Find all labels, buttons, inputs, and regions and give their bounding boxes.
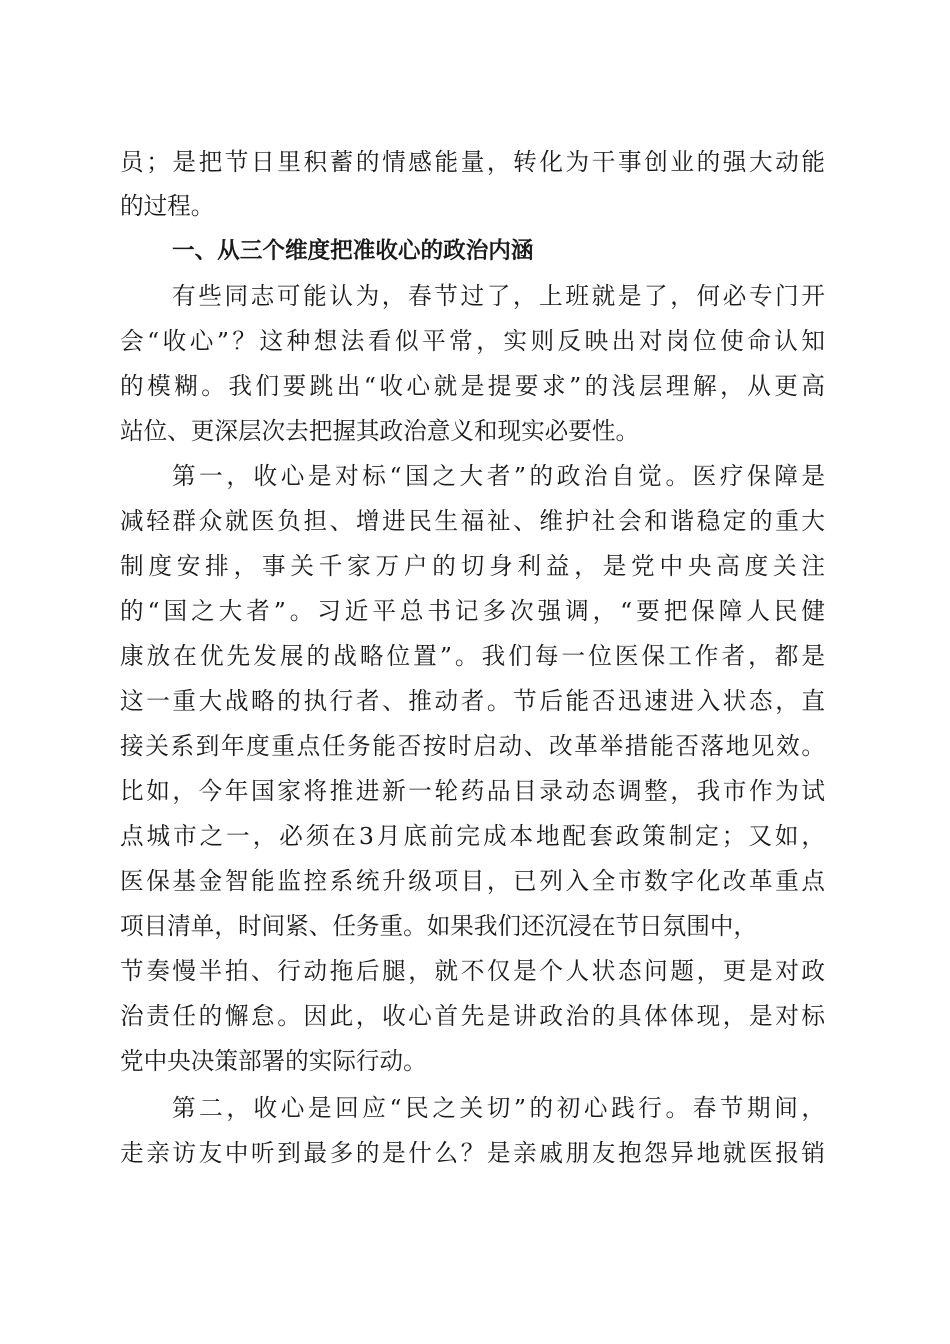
text-line: 第二，收心是回应“民之关切”的初心践行。春节期间，: [172, 1094, 825, 1122]
text-line: 党中央决策部署的实际行动。: [120, 1047, 427, 1075]
text-line: 康放在优先发展的战略位置”。我们每一位医保工作者，都是: [120, 642, 825, 670]
text-line: 医保基金智能监控系统升级项目，已列入全市数字化改革重点: [120, 867, 825, 895]
text-line: 点城市之一，必须在3月底前完成本地配套政策制定；又如，: [120, 822, 825, 850]
text-line: 节奏慢半拍、行动拖后腿，就不仅是个人状态问题，更是对政: [120, 957, 825, 985]
text-line: 的模糊。我们要跳出“收心就是提要求”的浅层理解，从更高: [120, 372, 825, 400]
text-line: 员；是把节日里积蓄的情感能量，转化为干事创业的强大动能: [120, 148, 825, 176]
text-line: 会“收心”？这种想法看似平常，实则反映出对岗位使命认知: [120, 327, 825, 355]
text-line: 的“国之大者”。习近平总书记多次强调，“要把保障人民健: [120, 597, 825, 625]
text-line: 治责任的懈怠。因此，收心首先是讲政治的具体体现，是对标: [120, 1002, 825, 1030]
text-line: 接关系到年度重点任务能否按时启动、改革举措能否落地见效。: [120, 732, 825, 760]
text-line: 的过程。: [120, 192, 215, 220]
text-line: 减轻群众就医负担、增进民生福祉、维护社会和谐稳定的重大: [120, 507, 825, 535]
text-line: 站位、更深层次去把握其政治意义和现实必要性。: [120, 417, 640, 445]
text-line: 项目清单，时间紧、任务重。如果我们还沉浸在节日氛围中，: [120, 912, 758, 940]
text-line: 制度安排，事关千家万户的切身利益，是党中央高度关注: [120, 552, 825, 580]
text-line: 走亲访友中听到最多的是什么？是亲戚朋友抱怨异地就医报销: [120, 1139, 825, 1167]
text-line: 第一，收心是对标“国之大者”的政治自觉。医疗保障是: [172, 462, 825, 490]
text-line: 这一重大战略的执行者、推动者。节后能否迅速进入状态，直: [120, 687, 825, 715]
text-line: 比如，今年国家将推进新一轮药品目录动态调整，我市作为试: [120, 777, 825, 805]
section-heading: 一、从三个维度把准收心的政治内涵: [172, 238, 534, 264]
text-line: 有些同志可能认为，春节过了，上班就是了，何必专门开: [172, 282, 825, 310]
